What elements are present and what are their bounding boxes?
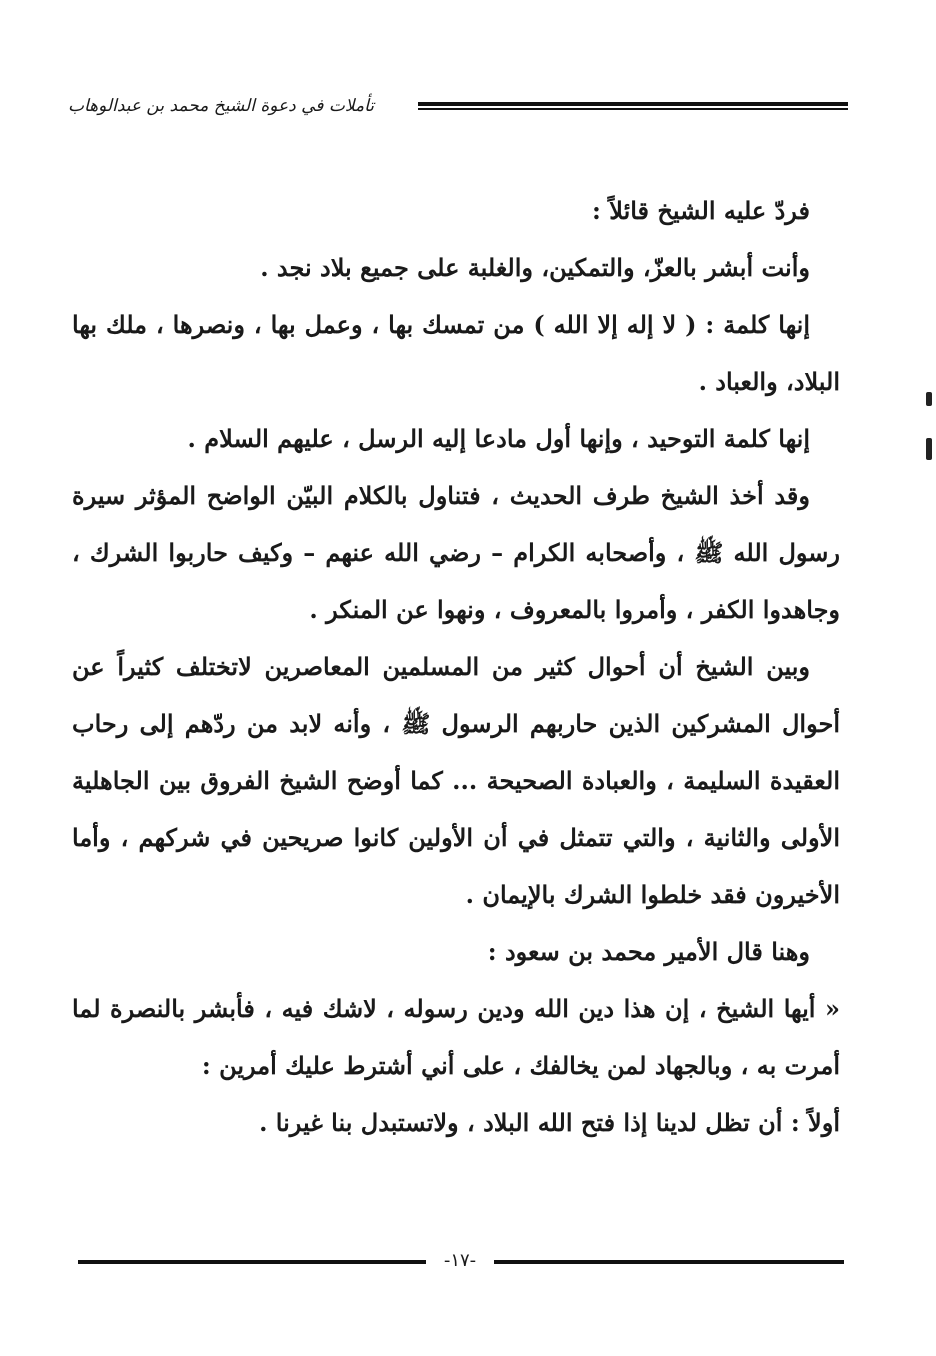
paragraph-3: إنها كلمة : ( لا إله إلا الله ) من تمسك بها ، وعمل بها ، ونصرها ، ملك بها البلاد، والعباد . <box>72 310 840 396</box>
paragraph-1: فردّ عليه الشيخ قائلاً : <box>592 196 810 225</box>
scan-edge-mark <box>926 438 932 460</box>
running-header <box>68 96 848 126</box>
header-rule <box>418 102 848 110</box>
footer-rule-left <box>78 1260 426 1264</box>
scan-edge-mark <box>926 392 932 406</box>
page-footer <box>78 1250 844 1274</box>
page-body <box>72 182 840 1151</box>
condition-first: أولاً : أن تظل لدينا إذا فتح الله البلاد ، ولاتستبدل بنا غيرنا . <box>259 1108 840 1137</box>
paragraph-7: وهنا قال الأمير محمد بن سعود : <box>487 937 810 966</box>
paragraph-5: وقد أخذ الشيخ طرف الحديث ، فتناول بالكلام البيّن الواضح المؤثر سيرة رسول الله ﷺ ، وأصحابه الكرام – رضي الله عنهم – وكيف حاربوا الشرك ، وجاهدوا الكفر ، وأمروا بالمعروف ، ونهوا عن المنكر . <box>72 481 840 624</box>
quote-paragraph: « أيها الشيخ ، إن هذا دين الله ودين رسوله ، لاشك فيه ، فأبشر بالنصرة لما أمرت به ، وبالجهاد لمن يخالفك ، على أني أشترط عليك أمرين : <box>72 994 840 1080</box>
footer-rule-right <box>494 1260 844 1264</box>
paragraph-2: وأنت أبشر بالعزّ، والتمكين، والغلبة على جميع بلاد نجد . <box>260 253 810 282</box>
paragraph-6: وبين الشيخ أن أحوال كثير من المسلمين المعاصرين لاتختلف كثيراً عن أحوال المشركين الذين حاربهم الرسول ﷺ ، وأنه لابد من ردّهم إلى رحاب العقيدة السليمة ، والعبادة الصحيحة ... كما أوضح الشيخ الفروق بين الجاهلية الأولى والثانية ، والتي تتمثل في أن الأولين كانوا صريحين في شركهم ، وأما الأخيرون فقد خلطوا الشرك بالإيمان . <box>72 652 840 909</box>
paragraph-4: إنها كلمة التوحيد ، وإنها أول مادعا إليه الرسل ، عليهم السلام . <box>187 424 810 453</box>
page-number: -١٧- <box>443 1250 477 1271</box>
book-title: تأملات في دعوة الشيخ محمد بن عبدالوهاب <box>68 96 374 116</box>
